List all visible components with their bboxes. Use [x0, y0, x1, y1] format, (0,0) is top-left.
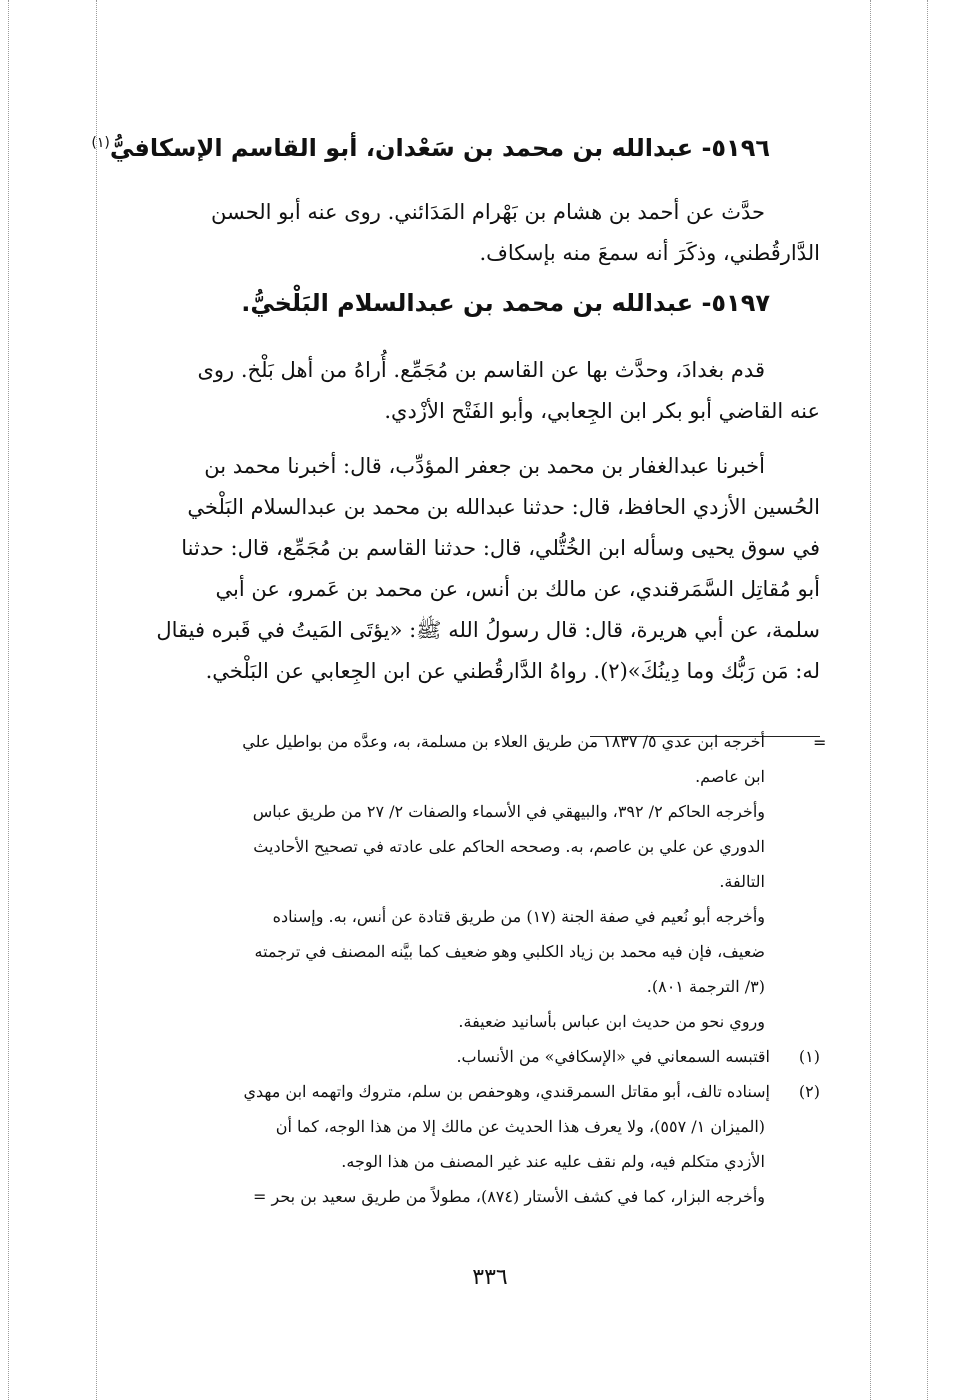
- entry-5197-intro: [120, 350, 820, 432]
- scan-guide-line: [870, 0, 871, 1400]
- entry-5196-body: [120, 192, 820, 274]
- footnote-text: إسناده تالف، أبو مقاتل السمرقندي، وهوحفص بن سلم، متروك واتهمه ابن مهدي: [243, 1082, 770, 1101]
- footnote-line: (٣/ الترجمة ٨٠١).: [646, 977, 765, 996]
- footnote-line: وروي نحو من حديث ابن عباس بأسانيد ضعيفة.: [458, 1012, 765, 1031]
- text-line: أخبرنا عبدالغفار بن محمد بن جعفر المؤدِّب، قال: أخبرنا محمد بن: [204, 454, 765, 478]
- page-number: ٣٣٦: [472, 1265, 508, 1290]
- footnote-line: ضعيف، فإن فيه محمد بن زياد الكلبي وهو ضعيف كما بيَّنه المصنف في ترجمته: [254, 942, 765, 961]
- entry-heading-text: ٥١٩٦- عبدالله بن محمد بن سَعْدان، أبو القاسم الإسكافيُّ: [109, 134, 770, 162]
- continuation-mark: =: [813, 733, 827, 752]
- footnote-text: اقتبسه السمعاني في «الإسكافي» من الأنساب.: [456, 1047, 770, 1066]
- footnote-line: الأزدي متكلم فيه، ولم نقف عليه عند غير المصنف من هذا الوجه.: [341, 1152, 765, 1171]
- book-page: [91, 0, 830, 1400]
- entry-5197-heading: [120, 286, 770, 320]
- footnote-line: أخرجه ابن عدي ٥/ ١٨٣٧ من طريق العلاء بن مسلمة، به، وعدَّه من بواطيل علي: [242, 732, 765, 751]
- footnote-2: [120, 1074, 820, 1109]
- text-line: له: مَن رَبُّك وما دِينُكَ»(٢). رواهُ الدَّارقُطني عن ابن الجِعابي عن البَلْخي.: [205, 659, 820, 683]
- entry-5197-isnad: [120, 446, 820, 692]
- footnote-line: (الميزان ١/ ٥٥٧)، ولا يعرف هذا الحديث عن مالك إلا من هذا الوجه، كما أن: [275, 1117, 765, 1136]
- scan-guide-line: [8, 0, 9, 1400]
- entry-5196-heading: [91, 126, 770, 165]
- entry-heading-text: ٥١٩٧- عبدالله بن محمد بن عبدالسلام البَلْخيُّ.: [241, 289, 770, 317]
- footnote-line: وأخرجه الحاكم ٢/ ٣٩٢، والبيهقي في الأسماء والصفات ٢/ ٢٧ من طريق عباس: [252, 802, 765, 821]
- text-line: سلمة، عن أبي هريرة، قال: قال رسولُ الله ﷺ: «يؤتَى المَيتُ في قَبره فيقال: [156, 618, 820, 642]
- footnote-line: ابن عاصم.: [695, 767, 765, 786]
- scan-guide-line: [96, 0, 97, 1400]
- scan-guide-line: [927, 0, 928, 1400]
- text-line: أبو مُقاتِل السَّمَرقندي، عن مالك بن أنس، عن محمد بن عَمرو، عن أبي: [215, 577, 820, 601]
- footnotes: [120, 724, 820, 1214]
- text-line: الحُسين الأزدي الحافظ، قال: حدثنا عبدالله بن محمد بن عبدالسلام البَلْخي: [187, 495, 820, 519]
- footnote-line: وأخرجه البزار، كما في كشف الأستار (٨٧٤)، مطولاً من طريق سعيد بن بحر =: [253, 1187, 765, 1206]
- footnote-line: الدوري عن علي بن عاصم، به. وصححه الحاكم على عادته في تصحيح الأحاديث: [253, 837, 765, 856]
- footnote-number: (٢): [798, 1082, 820, 1101]
- text-line: عنه القاضي أبو بكر ابن الجِعابي، وأبو الفَتْح الأزْدي.: [384, 399, 820, 423]
- text-line: قدم بغدادَ، وحدَّث بها عن القاسم بن مُجَمِّع. أُراهُ من أهل بَلْخ. روى: [197, 358, 765, 382]
- footnote-number: (١): [798, 1047, 820, 1066]
- footnote-1: [120, 1039, 820, 1074]
- footnote-line: التالفة.: [719, 872, 765, 891]
- text-line: الدَّارقُطني، وذكَرَ أنه سمعَ منه بإسكاف.: [479, 241, 820, 265]
- text-line: في سوق يحيى وسأله ابن الخُتُّلي، قال: حدثنا القاسم بن مُجَمِّع، قال: حدثنا: [181, 536, 820, 560]
- text-line: حدَّث عن أحمد بن هشام بن بَهْرام المَدَائني. روى عنه أبو الحسن: [211, 200, 765, 224]
- footnote-line: وأخرجه أبو نُعيم في صفة الجنة (١٧) من طريق قتادة عن أنس، به. وإسناده: [272, 907, 765, 926]
- footnote-ref: (١): [91, 135, 110, 151]
